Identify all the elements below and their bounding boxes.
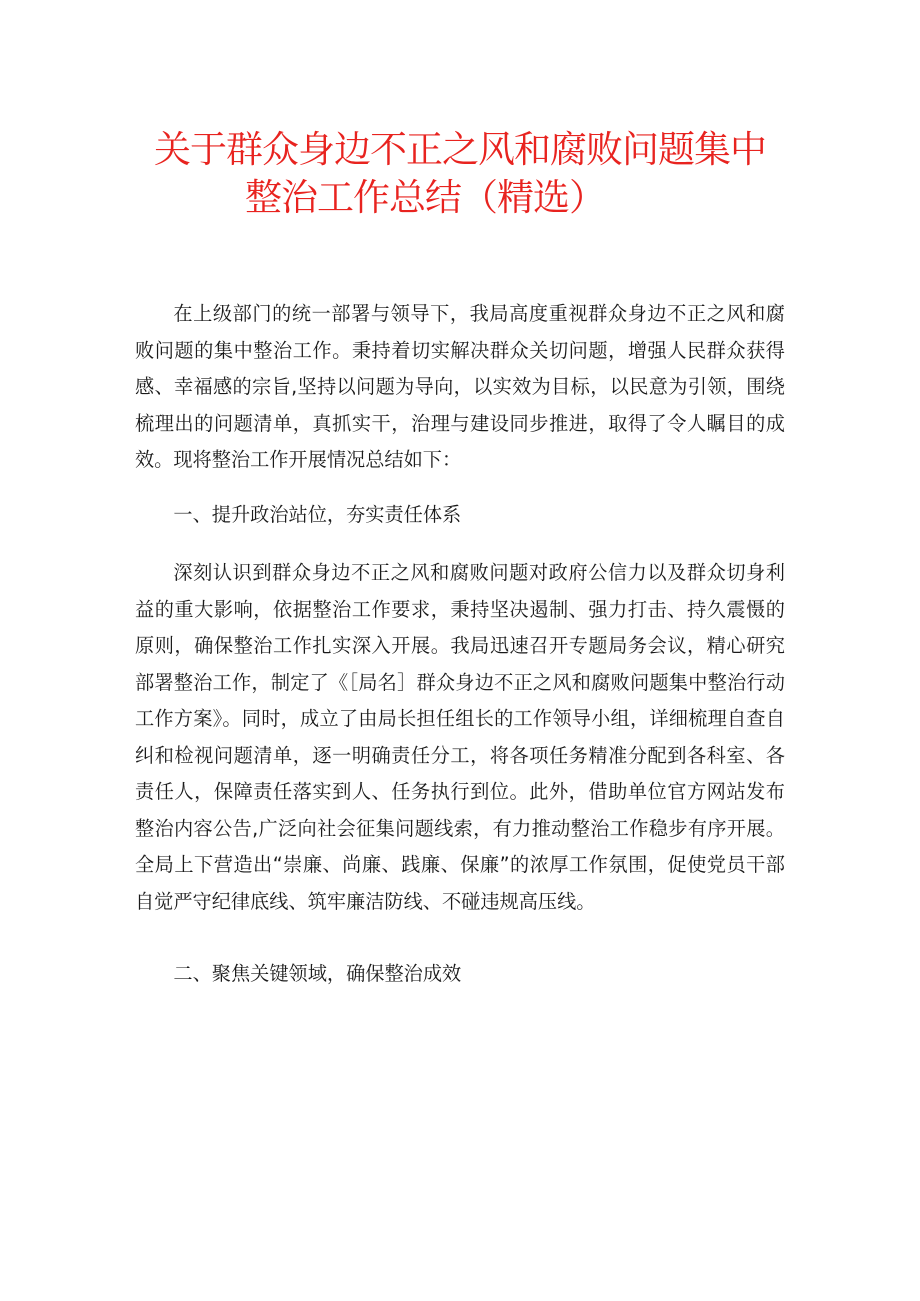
spacer bbox=[135, 920, 785, 956]
section-1-paragraph: 深刻认识到群众身边不正之风和腐败问题对政府公信力以及群众切身利益的重大影响，依据整治工作要求，秉持坚决遏制、强力打击、持久震慑的原则，确保整治工作扎实深入开展。我局迅速召开专题局务会议，精心研究部署整治工作，制定了《［局名］群众身边不正之风和腐败问题集中整治行动工作方案》。同时，成立了由局长担任组长的工作领导小组，详细梳理自查自纠和检视问题清单，逐一明确责任分工，将各项任务精准分配到各科室、各责任人，保障责任落实到人、任务执行到位。此外，借助单位官方网站发布整治内容公告,广泛向社会征集问题线索，有力推动整治工作稳步有序开展。全局上下营造出“崇廉、尚廉、践廉、保廉”的浓厚工作氛围，促使党员干部自觉严守纪律底线、筑牢廉洁防线、不碰违规高压线。 bbox=[135, 561, 785, 913]
document-body bbox=[135, 296, 785, 993]
spacer bbox=[135, 479, 785, 497]
intro-paragraph: 在上级部门的统一部署与领导下，我局高度重视群众身边不正之风和腐败问题的集中整治工作。秉持着切实解决群众关切问题，增强人民群众获得感、幸福感的宗旨,坚持以问题为导向，以实效为目标，以民意为引领，围绕梳理出的问题清单，真抓实干，治理与建设同步推进，取得了令人瞩目的成效。现将整治工作开展情况总结如下： bbox=[135, 302, 785, 471]
title-line-2: 整治工作总结（精选） bbox=[245, 176, 605, 219]
section-1-heading: 一、提升政治站位，夯实责任体系 bbox=[173, 502, 462, 526]
section-2-heading: 二、聚焦关键领域，确保整治成效 bbox=[173, 962, 462, 985]
spacer bbox=[135, 533, 785, 555]
title-line-1: 关于群众身边不正之风和腐败问题集中 bbox=[154, 128, 766, 171]
document-title bbox=[120, 126, 800, 222]
